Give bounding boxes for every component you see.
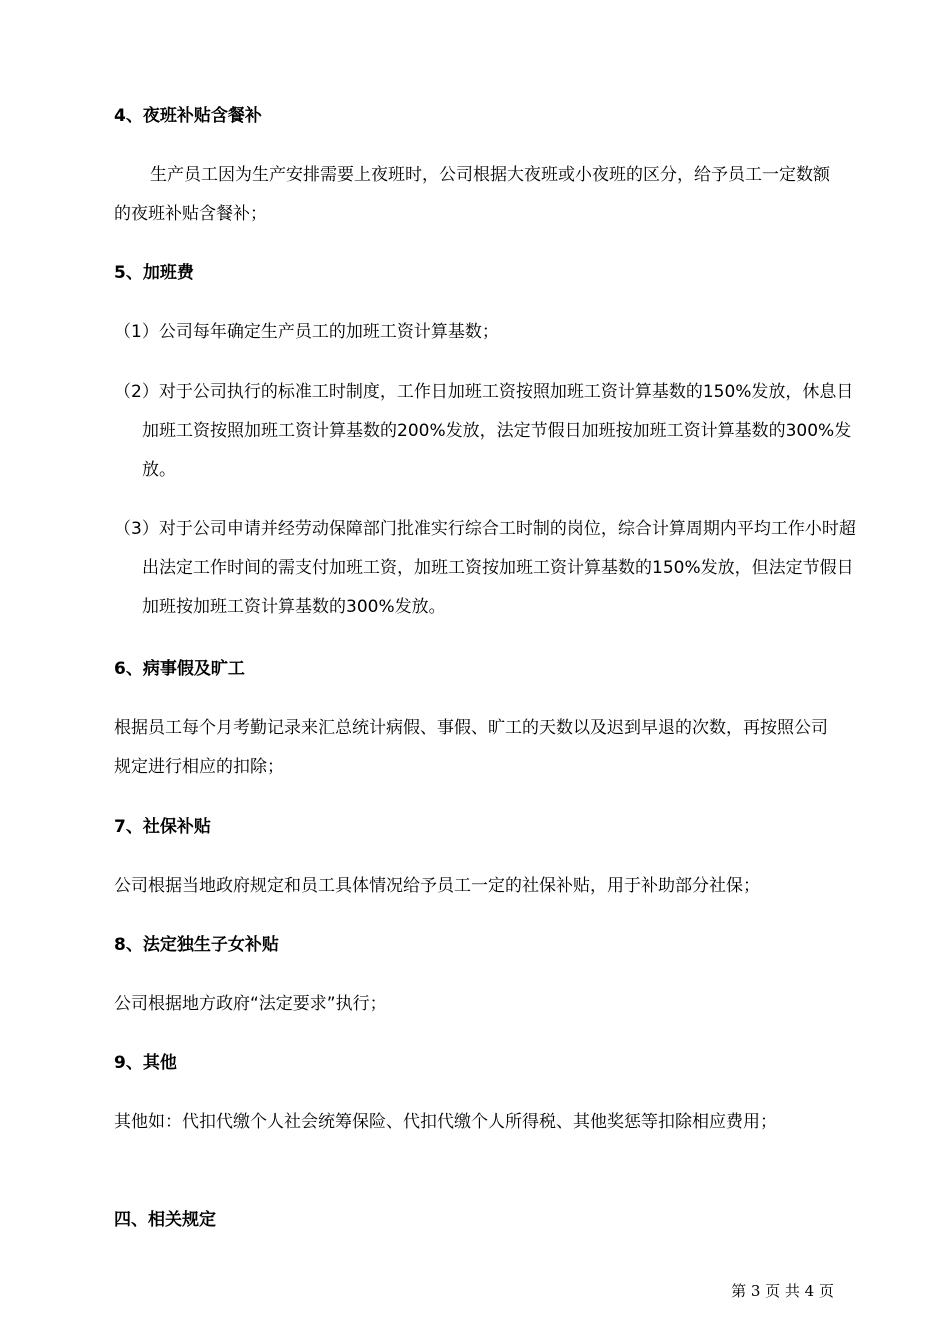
section-IV-heading: 四、相关规定 — [114, 1210, 216, 1230]
section-7-heading: 7、社保补贴 — [114, 817, 211, 837]
section-5-item-2: （2）对于公司执行的标准工时制度，工作日加班工资按照加班工资计算基数的150%发放，休息日加班工资按照加班工资计算基数的200%发放，法定节假日加班按加班工资计算基数的300%发放。 — [114, 382, 854, 480]
section-5-item-3: （3）对于公司申请并经劳动保障部门批准实行综合工时制的岗位，综合计算周期内平均工作小时超出法定工作时间的需支付加班工资，加班工资按加班工资计算基数的150%发放，但法定节假日加班按加班工资计算基数的300%发放。 — [114, 519, 856, 617]
section-4-heading: 4、夜班补贴含餐补 — [114, 106, 262, 126]
section-9-heading: 9、其他 — [114, 1053, 177, 1073]
section-8-heading: 8、法定独生子女补贴 — [114, 935, 279, 955]
section-6-body: 根据员工每个月考勤记录来汇总统计病假、事假、旷工的天数以及迟到早退的次数，再按照公司规定进行相应的扣除； — [114, 718, 828, 777]
section-8-body: 公司根据地方政府“法定要求”执行； — [114, 994, 387, 1014]
section-5-heading: 5、加班费 — [114, 263, 194, 283]
page-number-footer: 第 3 页 共 4 页 — [731, 1282, 834, 1300]
section-9-body: 其他如：代扣代缴个人社会统筹保险、代扣代缴个人所得税、其他奖惩等扣除相应费用； — [114, 1112, 777, 1132]
section-6-heading: 6、病事假及旷工 — [114, 659, 245, 679]
section-5-item-1: （1）公司每年确定生产员工的加班工资计算基数； — [114, 322, 499, 342]
section-4-body: 生产员工因为生产安排需要上夜班时，公司根据大夜班或小夜班的区分，给予员工一定数额的夜班补贴含餐补； — [114, 165, 830, 224]
section-7-body: 公司根据当地政府规定和员工具体情况给予员工一定的社保补贴，用于补助部分社保； — [114, 876, 760, 896]
